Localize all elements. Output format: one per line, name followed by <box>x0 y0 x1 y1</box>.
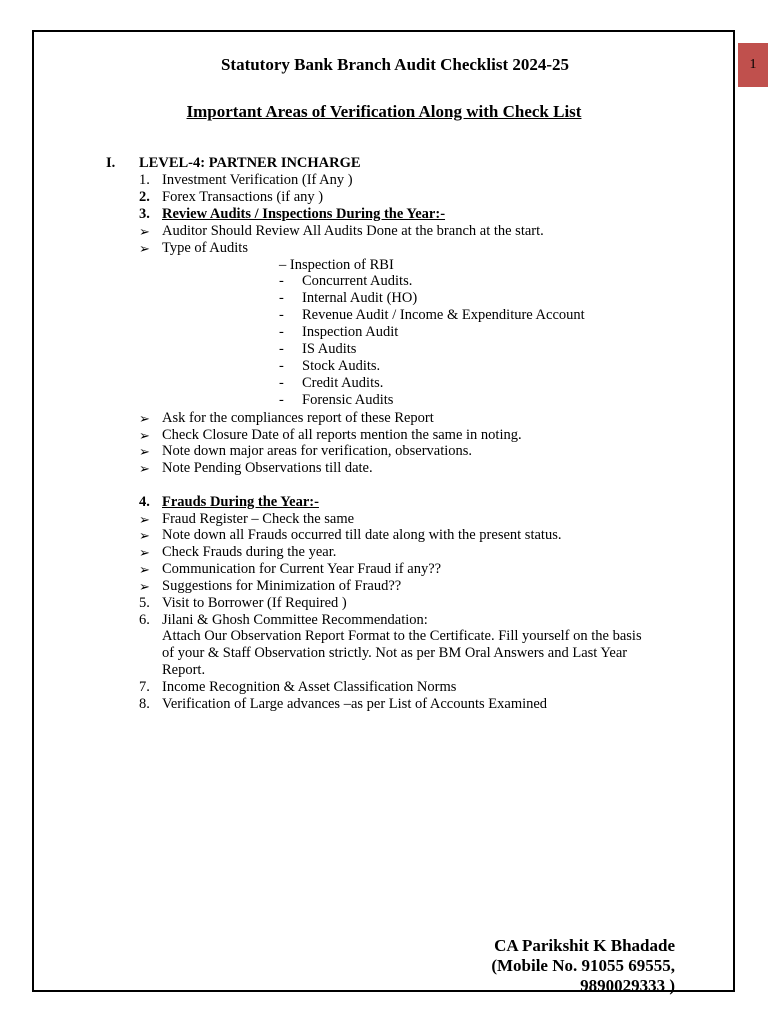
bullet-note-frauds: Note down all Frauds occurred till date along with the present status. <box>162 527 562 543</box>
audit-type-item: Internal Audit (HO) <box>302 290 418 306</box>
bullet-major-areas: Note down major areas for verification, observations. <box>162 443 473 459</box>
signature-mobile: 9890029333 ) <box>580 976 675 995</box>
arrow-bullet-icon: ➢ <box>139 461 150 476</box>
arrow-bullet-icon: ➢ <box>139 444 150 459</box>
bullet-communication: Communication for Current Year Fraud if any?? <box>162 561 442 577</box>
arrow-bullet-icon: ➢ <box>139 512 150 527</box>
dash-bullet: - <box>279 341 284 357</box>
signature-mobile: (Mobile No. 91055 69555, <box>491 956 675 975</box>
item-number: 7. <box>139 679 150 695</box>
jilani-ghosh-note-line: Attach Our Observation Report Format to the Certificate. Fill yourself on the basis <box>162 628 642 644</box>
audit-type-item: Revenue Audit / Income & Expenditure Account <box>302 307 585 323</box>
arrow-bullet-icon: ➢ <box>139 579 150 594</box>
dash-bullet: - <box>279 273 284 289</box>
item-frauds: Frauds During the Year:- <box>162 494 319 510</box>
dash-bullet: - <box>279 290 284 306</box>
item-income-recognition: Income Recognition & Asset Classification Norms <box>162 679 457 695</box>
item-number: 8. <box>139 696 150 712</box>
document-subtitle: Important Areas of Verification Along with Check List <box>186 102 582 121</box>
dash-bullet: - <box>279 324 284 340</box>
arrow-bullet-icon: ➢ <box>139 241 150 256</box>
document-title: Statutory Bank Branch Audit Checklist 2024-25 <box>220 55 570 74</box>
bullet-compliances: Ask for the compliances report of these Report <box>162 410 434 426</box>
item-number: 4. <box>139 494 150 510</box>
item-review-audits: Review Audits / Inspections During the Year:- <box>162 206 446 222</box>
item-number: 1. <box>139 172 150 188</box>
signature-name: CA Parikshit K Bhadade <box>494 936 675 955</box>
bullet-review-all: Auditor Should Review All Audits Done at the branch at the start. <box>162 223 544 239</box>
bullet-suggestions: Suggestions for Minimization of Fraud?? <box>162 578 402 594</box>
item-number: 5. <box>139 595 150 611</box>
item-number: 2. <box>139 189 150 205</box>
dash-bullet: - <box>279 375 284 391</box>
section-numeral: I. <box>106 155 116 171</box>
item-number: 3. <box>139 206 150 222</box>
bullet-fraud-register: Fraud Register – Check the same <box>162 511 355 527</box>
bullet-type-of-audits: Type of Audits <box>162 240 248 256</box>
bullet-closure-date: Check Closure Date of all reports mention the same in noting. <box>162 427 522 443</box>
audit-type-item: Forensic Audits <box>302 392 394 408</box>
audit-type-item: Inspection Audit <box>302 324 399 340</box>
arrow-bullet-icon: ➢ <box>139 428 150 443</box>
page-number: 1 <box>749 57 757 72</box>
dash-bullet: - <box>279 392 284 408</box>
page-border <box>32 30 735 992</box>
audit-type-item: Credit Audits. <box>302 375 384 391</box>
audit-type-rbi: – Inspection of RBI <box>279 257 394 273</box>
bullet-pending-observations: Note Pending Observations till date. <box>162 460 373 476</box>
dash-bullet: - <box>279 358 284 374</box>
item-investment: Investment Verification (If Any ) <box>162 172 353 188</box>
section-heading: LEVEL-4: PARTNER INCHARGE <box>139 155 361 171</box>
dash-bullet: - <box>279 307 284 323</box>
jilani-ghosh-note-line: of your & Staff Observation strictly. Not as per BM Oral Answers and Last Year <box>162 645 628 661</box>
bullet-check-frauds: Check Frauds during the year. <box>162 544 337 560</box>
arrow-bullet-icon: ➢ <box>139 411 150 426</box>
audit-type-item: Stock Audits. <box>302 358 381 374</box>
arrow-bullet-icon: ➢ <box>139 528 150 543</box>
item-jilani-ghosh: Jilani & Ghosh Committee Recommendation: <box>162 612 428 628</box>
item-large-advances: Verification of Large advances –as per List of Accounts Examined <box>162 696 548 712</box>
arrow-bullet-icon: ➢ <box>139 224 150 239</box>
arrow-bullet-icon: ➢ <box>139 545 150 560</box>
audit-type-item: IS Audits <box>302 341 357 357</box>
item-number: 6. <box>139 612 150 628</box>
jilani-ghosh-note-line: Report. <box>162 662 206 678</box>
item-forex: Forex Transactions (if any ) <box>162 189 324 205</box>
audit-type-item: Concurrent Audits. <box>302 273 413 289</box>
arrow-bullet-icon: ➢ <box>139 562 150 577</box>
item-visit-borrower: Visit to Borrower (If Required ) <box>162 595 347 611</box>
